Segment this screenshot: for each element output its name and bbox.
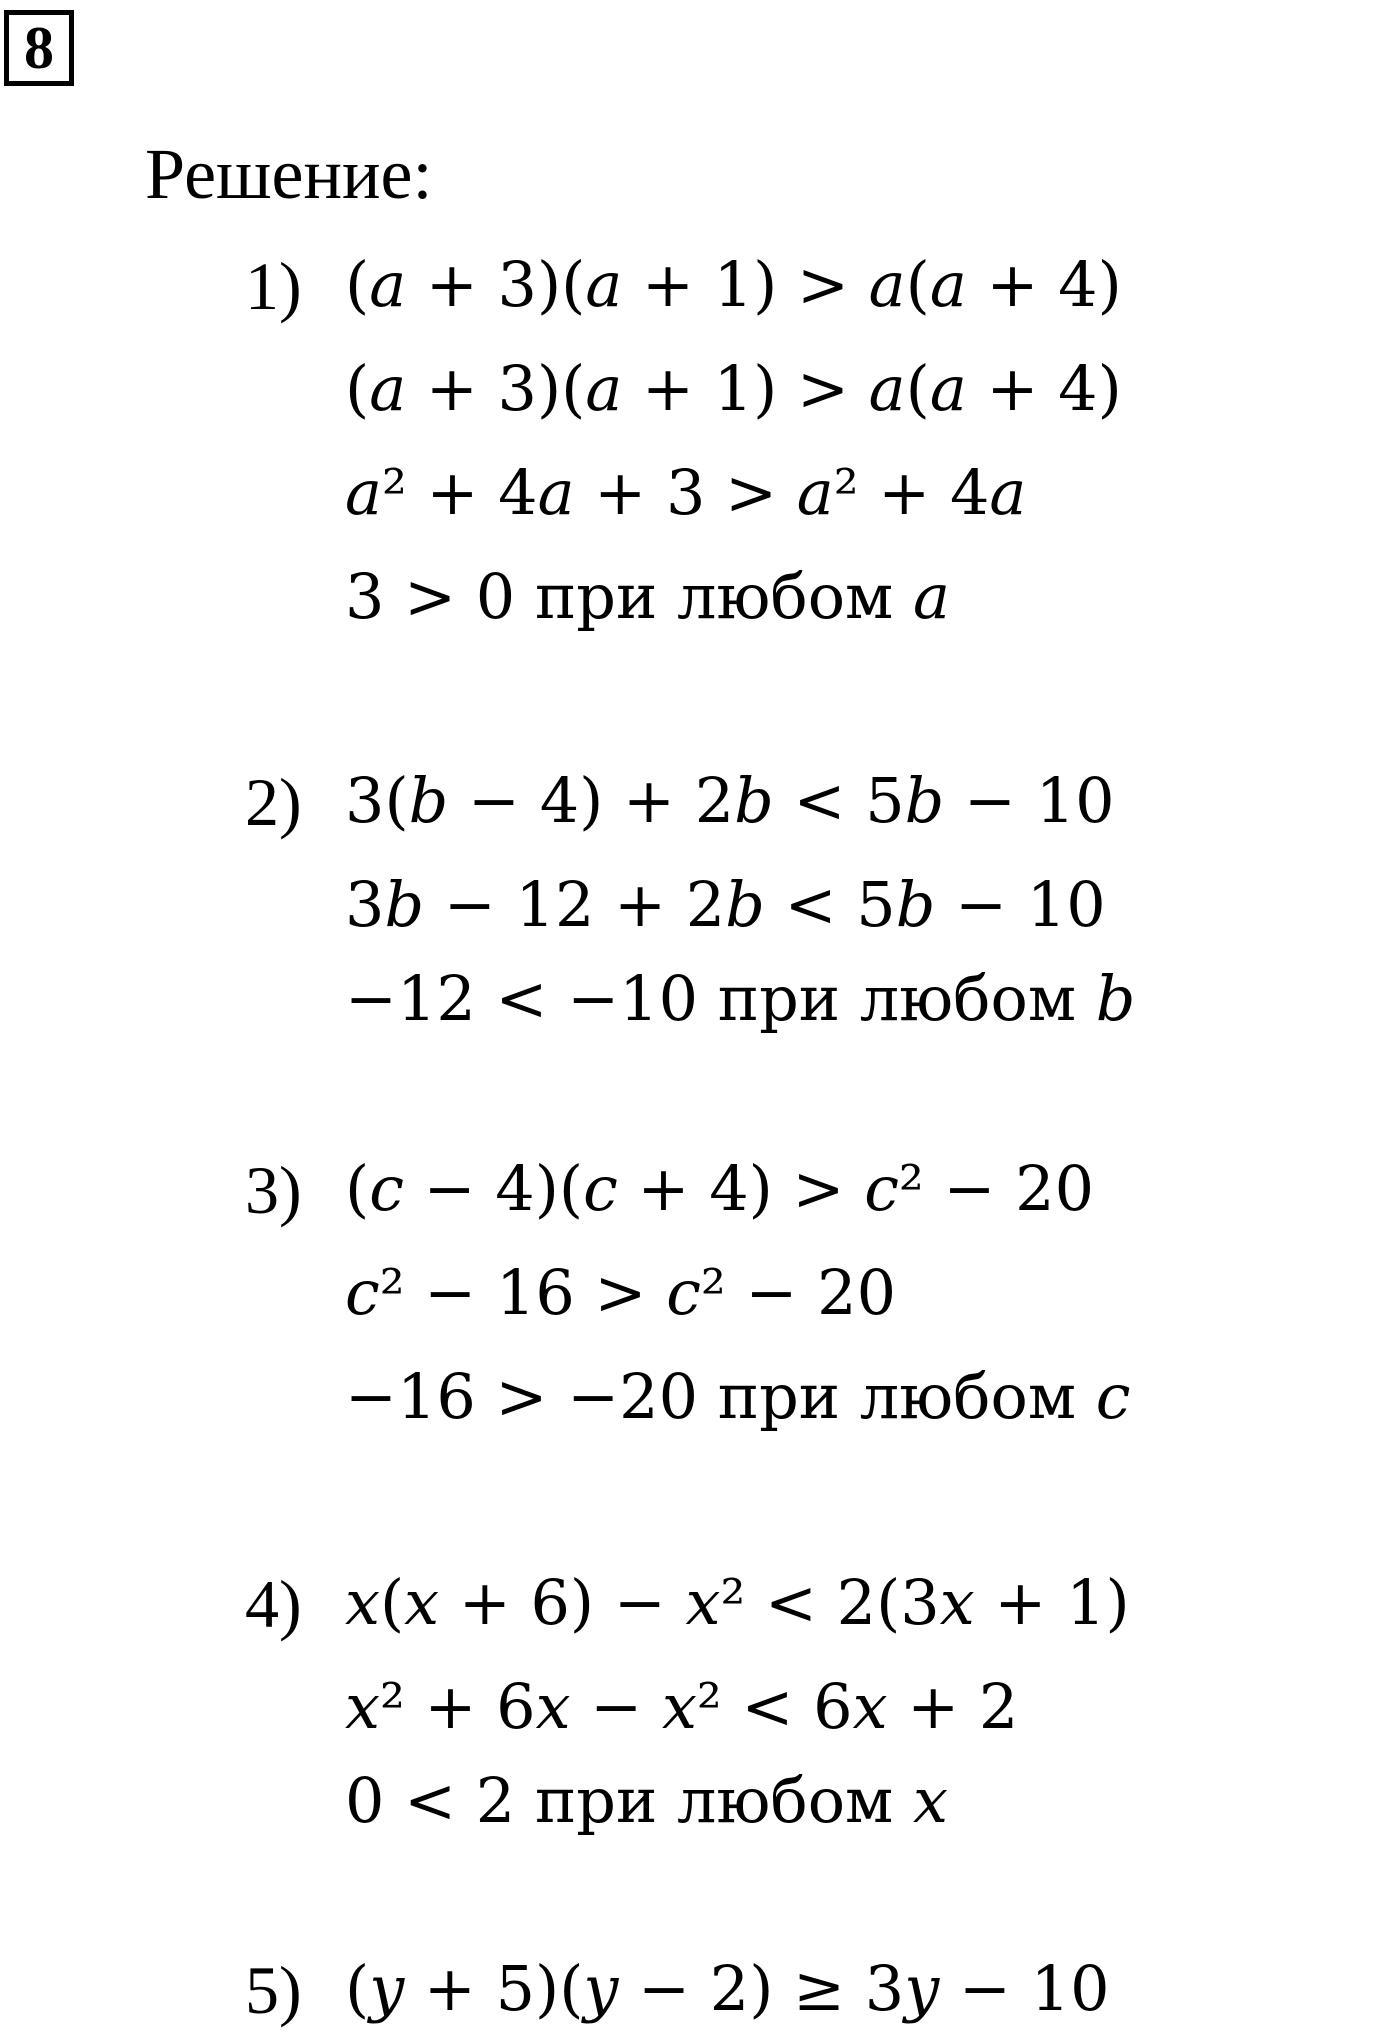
problem-4-step-1: 𝑥(𝑥 + 6) − 𝑥² < 2(3𝑥 + 1) [345, 1566, 1130, 1639]
problem-1-step-2: (𝑎 + 3)(𝑎 + 1) > 𝑎(𝑎 + 4) [345, 352, 1122, 425]
problem-1-number: 1) [245, 248, 302, 324]
problem-2-step-2: 3𝑏 − 12 + 2𝑏 < 5𝑏 − 10 [345, 868, 1106, 941]
problem-3-step-2: 𝑐² − 16 > 𝑐² − 20 [345, 1256, 897, 1329]
problem-4-step-2: 𝑥² + 6𝑥 − 𝑥² < 6𝑥 + 2 [345, 1670, 1019, 1743]
problem-3-step-1: (𝑐 − 4)(𝑐 + 4) > 𝑐² − 20 [345, 1152, 1095, 1225]
problem-2-step-3: −12 < −10 при любом 𝑏 [345, 962, 1136, 1035]
problem-4-step-3: 0 < 2 при любом 𝑥 [345, 1764, 948, 1837]
problem-1-step-1: (𝑎 + 3)(𝑎 + 1) > 𝑎(𝑎 + 4) [345, 248, 1122, 321]
problem-4-number: 4) [245, 1566, 302, 1642]
problem-2-number: 2) [245, 764, 302, 840]
problem-5-step-1: (𝑦 + 5)(𝑦 − 2) ≥ 3𝑦 − 10 [345, 1952, 1110, 2025]
problem-5-number: 5) [245, 1952, 302, 2028]
problem-3-step-3: −16 > −20 при любом 𝑐 [345, 1360, 1131, 1433]
task-number-badge: 8 [4, 10, 74, 86]
problem-1-step-3: 𝑎² + 4𝑎 + 3 > 𝑎² + 4𝑎 [345, 456, 1027, 529]
problem-2-step-1: 3(𝑏 − 4) + 2𝑏 < 5𝑏 − 10 [345, 764, 1115, 837]
solution-heading: Решение: [145, 134, 433, 214]
problem-3-number: 3) [245, 1152, 302, 1228]
problem-1-step-4: 3 > 0 при любом 𝑎 [345, 560, 950, 633]
